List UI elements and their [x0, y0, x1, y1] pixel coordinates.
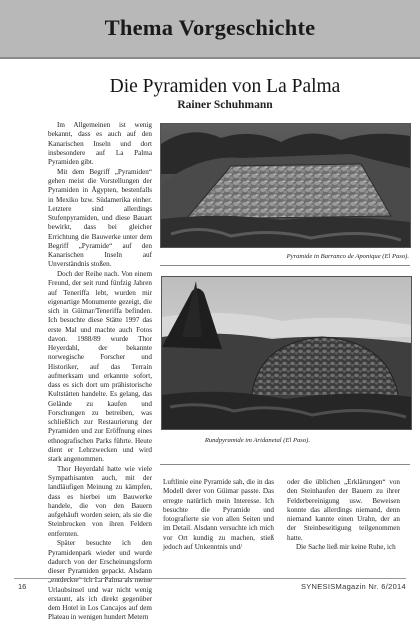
- paragraph: Im Allgemeinen ist wenig bekannt, dass es auch auf den Kanarischen Inseln und dort insbesondere auf La Palma Pyramiden gibt.: [48, 121, 152, 166]
- paragraph: oder die üblichen „Erklärungen“ von den Steinhaufen der Bauern zu ihrer Felderbereinigung usw. Beweisen konnte das allerdings niemand, denn niemand kannte einen Urahn, der an der Steinbeseitigung teilgenommen hatte.: [287, 478, 400, 542]
- magazine-issue: SYNESISMagazin Nr. 6/2014: [300, 582, 406, 591]
- photo-caption: Pyramide in Barranco de Aponique (El Paso).: [286, 253, 409, 260]
- photo-caption: Rundpyramide im Aridanetal (El Paso).: [204, 437, 310, 444]
- section-title: Thema Vorgeschichte: [104, 15, 316, 40]
- paragraph: Die Sache ließ mir keine Ruhe, ich: [296, 543, 396, 552]
- text-column-1: [48, 121, 152, 622]
- text-column-2: [163, 478, 274, 562]
- page-number: 16: [18, 582, 27, 591]
- paragraph: Doch der Reihe nach. Von einem Freund, der seit rund fünfzig Jahren auf Teneriffa lebt, wurden mir eigenartige Monumente gezeigt, die sich in Güimar/Teneriffa befinden. Ich besuchte diese Stätte 1997 das erste Mal und machte auch Fotos davon. 1988/89 wurde Thor Heyerdahl, der bekannte norwegische Forscher und Historiker, auf das Terrain aufmerksam und erkannte sofort, dass es sich dort um prähistorische Kultstätten handelte. Es gelang, das Gelände zu kaufen und Forschungen zu betreiben, was schließlich zur Restaurierung der Pyramiden und zur Eröffnung eines ethnografischen Parks führte. Heute dient er Lehrzwecken und wird stark angenommen.: [48, 270, 152, 463]
- paragraph: Thor Heyerdahl hatte wie viele Sympathisanten auch, mit der landläufigen Meinung zu kämpfen, dass es hierbei um Bauwerke handele, die von den Bauern aufgehäuft worden seien, als sie die Steinbrocken von ihren Feldern entfernten.: [48, 464, 152, 538]
- photo-round-pyramid: [161, 276, 412, 430]
- paragraph: Luftlinie eine Pyramide sah, die in das Modell derer von Güimar passte. Das erregte natürlich mein Interesse. Ich besuchte die Pyramide und fotografierte sie von allen Seiten und im Detail. Alsdann versuchte ich mich vor Ort kundig zu machen, stieß jedoch auf Unkenntnis und/: [163, 478, 274, 551]
- header-bar: [0, 0, 420, 59]
- paragraph: Später besuchte ich den Pyramidenpark wieder und wurde dadurch von der Erscheinungsform dieser Pyramiden gepackt. Alsdann „entdeckte“ ich La Palma als meine Urlaubsinsel und war nicht wenig erstaunt, als ich direkt gegenüber dem Hotel in Los Cancajos auf dem Plateau in wenigen hundert Metern: [48, 539, 152, 622]
- text-column-3: [287, 478, 400, 562]
- page-footer: [0, 578, 420, 594]
- photo-pyramid-barranco: [160, 123, 411, 248]
- article-title: Die Pyramiden von La Palma: [109, 76, 341, 97]
- divider: [160, 265, 410, 266]
- footer-divider: [14, 578, 406, 579]
- divider: [160, 464, 410, 465]
- article-author: Rainer Schuhmann: [177, 99, 273, 111]
- paragraph: Mit dem Begriff „Pyramiden“ gehen meist die Vorstellungen der Pyramiden in Ägypten, bestenfalls in Mexiko bzw. Südamerika einher. Letztere sind allerdings Stufenpyramiden, und diese Bauart bewirkt, dass bei gleicher Errichtung die Bauwerke unter dem Begriff „Pyramide“ auf den Kanarischen Inseln auf Unverständnis stoßen.: [48, 167, 152, 269]
